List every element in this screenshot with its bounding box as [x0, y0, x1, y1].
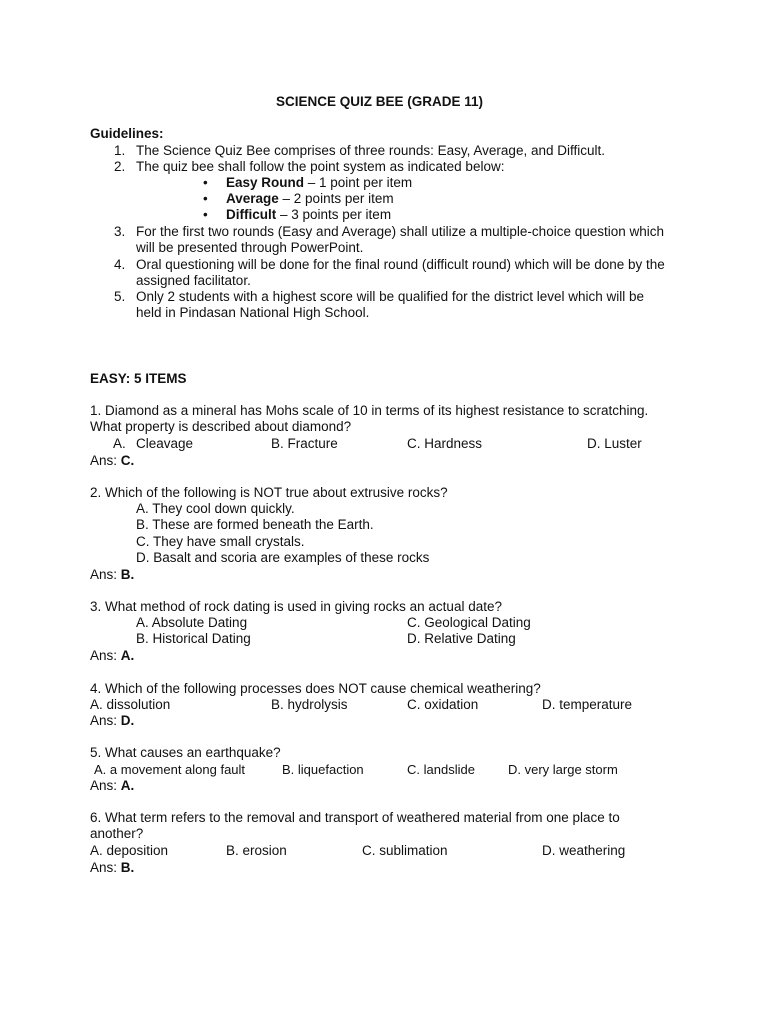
guideline-number: 4. [114, 257, 126, 272]
answer-value: B. [120, 567, 135, 582]
question-text: 2. Which of the following is NOT true about extrusive rocks? [90, 485, 448, 500]
answer-label: Ans: [90, 648, 118, 663]
guideline-text: Only 2 students with a highest score will be qualified for the district level which will be [136, 289, 644, 304]
choice-b: B. liquefaction [282, 762, 364, 777]
guideline-number: 5. [114, 289, 126, 304]
bullet-icon: • [203, 175, 208, 190]
answer-value: D. [120, 713, 135, 728]
choice-a: A. Absolute Dating [136, 615, 248, 630]
guideline-text: assigned facilitator. [136, 273, 251, 288]
choice-d: D. Luster [587, 436, 642, 451]
question-text: another? [90, 826, 144, 841]
answer-line [90, 453, 134, 469]
bullet-icon: • [203, 191, 208, 206]
choice-c: C. sublimation [362, 843, 448, 858]
choice-b: B. hydrolysis [271, 697, 348, 712]
section-heading: EASY: 5 ITEMS [90, 371, 187, 386]
choice-b: B. erosion [226, 843, 287, 858]
choice-c: C. landslide [407, 762, 475, 777]
answer-label: Ans: [90, 860, 118, 875]
answer-label: Ans: [90, 453, 118, 468]
question-text: 1. Diamond as a mineral has Mohs scale of 10 in terms of its highest resistance to scratching. [90, 403, 649, 418]
point-label: Easy Round [226, 175, 305, 190]
choice-c: C. Geological Dating [407, 615, 531, 630]
guideline-number: 1. [114, 143, 126, 158]
choice-a: A. a movement along fault [94, 762, 246, 777]
choice-d: D. very large storm [508, 762, 618, 777]
answer-line [90, 778, 134, 794]
choice-a: A. They cool down quickly. [136, 501, 295, 516]
choice-c: C. oxidation [407, 697, 479, 712]
guideline-text: will be presented through PowerPoint. [136, 240, 364, 255]
guideline-text: held in Pindasan National High School. [136, 305, 370, 320]
guideline-text: The Science Quiz Bee comprises of three rounds: Easy, Average, and Difficult. [136, 143, 605, 158]
choice-a: A. deposition [90, 843, 169, 858]
answer-line [90, 713, 134, 729]
choice-b: B. These are formed beneath the Earth. [136, 517, 374, 532]
choice-c: C. Hardness [407, 436, 483, 451]
guideline-text: The quiz bee shall follow the point system as indicated below: [136, 159, 505, 174]
choice-d: D. weathering [542, 843, 626, 858]
choice-a-letter: A. [113, 436, 126, 451]
point-label: Difficult [226, 207, 277, 222]
answer-value: A. [120, 778, 135, 793]
question-text: 3. What method of rock dating is used in giving rocks an actual date? [90, 599, 502, 614]
choice-b: B. Fracture [271, 436, 338, 451]
choice-d: D. Relative Dating [407, 631, 516, 646]
answer-value: C. [120, 453, 135, 468]
point-label: Average [226, 191, 279, 206]
guideline-text: For the first two rounds (Easy and Average) shall utilize a multiple-choice question which [136, 224, 665, 239]
question-text: 5. What causes an earthquake? [90, 745, 281, 760]
document-title: SCIENCE QUIZ BEE (GRADE 11) [276, 94, 484, 109]
answer-label: Ans: [90, 567, 118, 582]
answer-value: B. [120, 860, 135, 875]
guideline-number: 2. [114, 159, 126, 174]
point-value: – 3 points per item [276, 207, 392, 222]
answer-line [90, 567, 134, 583]
question-text: What property is described about diamond? [90, 419, 352, 434]
point-value: – 2 points per item [278, 191, 394, 206]
question-text: 6. What term refers to the removal and transport of weathered material from one place to [90, 810, 620, 825]
choice-a: Cleavage [136, 436, 194, 451]
answer-label: Ans: [90, 713, 118, 728]
choice-d: D. Basalt and scoria are examples of these rocks [136, 550, 430, 565]
bullet-icon: • [203, 207, 208, 222]
question-text: 4. Which of the following processes does NOT cause chemical weathering? [90, 681, 541, 696]
choice-a: A. dissolution [90, 697, 171, 712]
answer-line [90, 648, 134, 664]
guideline-number: 3. [114, 224, 126, 239]
answer-value: A. [120, 648, 135, 663]
point-value: – 1 point per item [304, 175, 413, 190]
choice-b: B. Historical Dating [136, 631, 251, 646]
choice-c: C. They have small crystals. [136, 534, 305, 549]
answer-label: Ans: [90, 778, 118, 793]
guideline-text: Oral questioning will be done for the final round (difficult round) which will be done by the [136, 257, 665, 272]
answer-line [90, 860, 134, 876]
choice-d: D. temperature [542, 697, 633, 712]
guidelines-heading: Guidelines: [90, 126, 164, 141]
